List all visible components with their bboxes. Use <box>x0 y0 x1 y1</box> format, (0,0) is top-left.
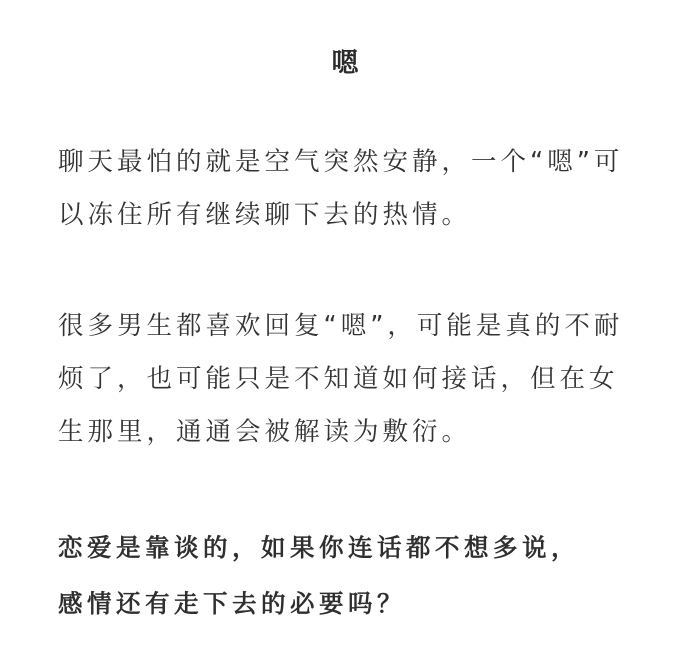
paragraph-2 <box>58 300 638 459</box>
paragraph-1-line-1: 聊天最怕的就是空气突然安静，一个“嗯”可 <box>58 147 624 177</box>
paragraph-3-line-1: 恋爱是靠谈的，如果你连话都不想多说， <box>58 533 580 562</box>
paragraph-3-emphasis <box>58 520 638 632</box>
paragraph-3-line-2: 感情还有走下去的必要吗？ <box>58 589 406 618</box>
paragraph-1-line-2: 以冻住所有继续聊下去的热情。 <box>58 200 472 230</box>
paragraph-1 <box>58 136 638 242</box>
article-title: 嗯 <box>331 48 359 79</box>
paragraph-2-line-2: 烦了，也可能只是不知道如何接话，但在女 <box>58 364 619 394</box>
paragraph-2-line-3: 生那里，通通会被解读为敷衍。 <box>58 417 472 447</box>
paragraph-2-line-1: 很多男生都喜欢回复“嗯”，可能是真的不耐 <box>58 311 624 341</box>
